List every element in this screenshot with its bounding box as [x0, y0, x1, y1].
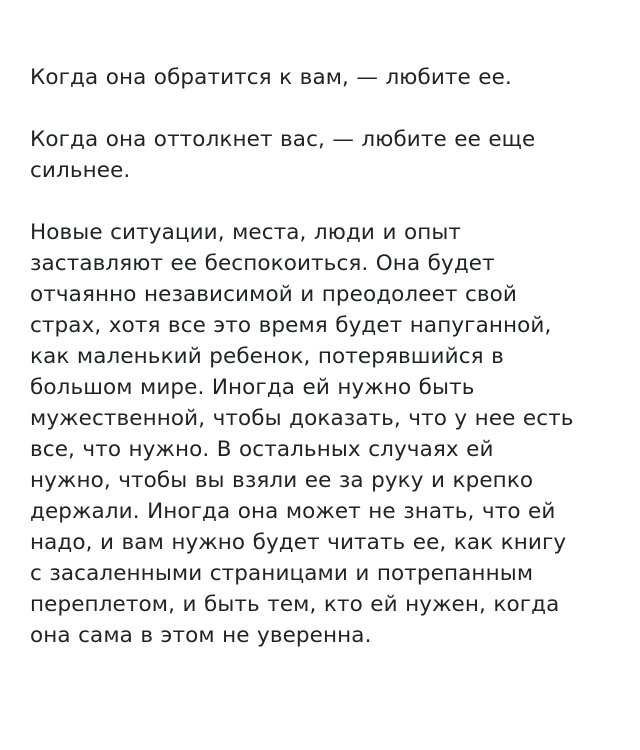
document-text-block	[30, 62, 608, 651]
paragraph-3: Новые ситуации, места, люди и опыт заставляют ее беспокоиться. Она будет отчаянно независимой и преодолеет свой страх, хотя все это время будет напуганной, как маленький ребенок, потерявшийся в большом мире. Иногда ей нужно быть мужественной, чтобы доказать, что у нее есть все, что нужно. В остальных случаях ей нужно, чтобы вы взяли ее за руку и крепко держали. Иногда она может не знать, что ей надо, и вам нужно будет читать ее, как книгу с засаленными страницами и потрепанным переплетом, и быть тем, кто ей нужен, когда она сама в этом не уверенна.	[30, 220, 581, 648]
paragraph-1: Когда она обратится к вам, — любите ее.	[30, 65, 512, 90]
paragraph-2: Когда она оттолкнет вас, — любите ее еще сильнее.	[30, 127, 543, 183]
